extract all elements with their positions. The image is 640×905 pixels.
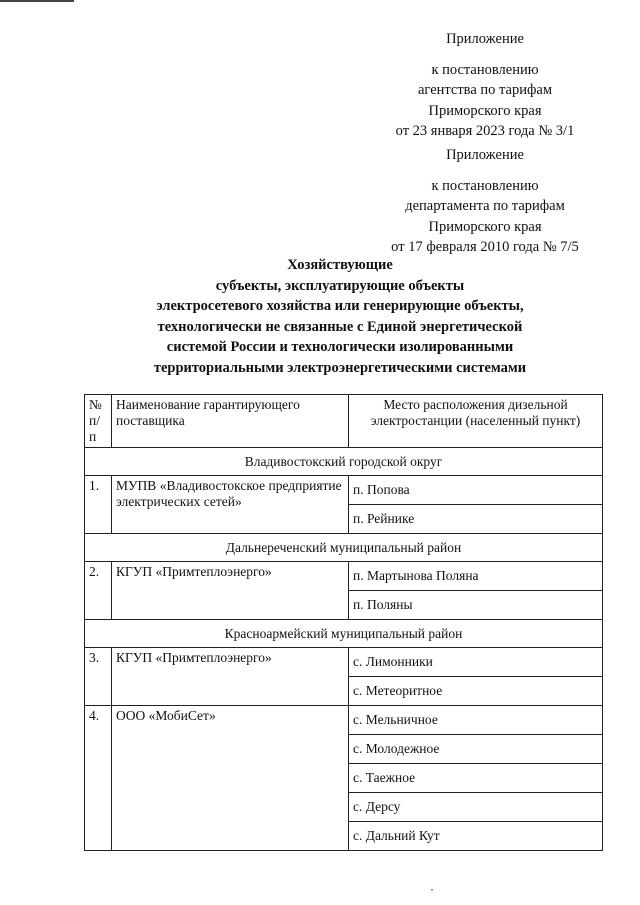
entry-num: 1. bbox=[85, 476, 112, 534]
place-cell: с. Дальний Кут bbox=[349, 822, 603, 851]
entry-num: 3. bbox=[85, 648, 112, 706]
document-title bbox=[100, 255, 580, 378]
place-cell: с. Мельничное bbox=[349, 706, 603, 735]
annex-line: к постановлению bbox=[431, 61, 539, 78]
title-line: электросетевого хозяйства или генерирующие объекты, bbox=[156, 298, 524, 314]
annex-line: департамента по тарифам bbox=[405, 198, 565, 214]
header-place: Место расположения дизельной электростанции (населенный пункт) bbox=[349, 395, 603, 448]
title-line: технологически не связанные с Единой энергетической bbox=[157, 318, 523, 335]
place-cell: п. Мартынова Поляна bbox=[349, 562, 603, 591]
supplier-name: КГУП «Примтеплоэнерго» bbox=[112, 648, 349, 706]
annex-line: агентства по тарифам bbox=[418, 82, 552, 98]
header-supplier: Наименование гарантирующего поставщика bbox=[112, 395, 349, 448]
annex-block-current bbox=[370, 29, 600, 142]
scan-edge-mark bbox=[0, 0, 74, 2]
supplier-name: КГУП «Примтеплоэнерго» bbox=[112, 562, 349, 620]
place-cell: с. Лимонники bbox=[349, 648, 603, 677]
table-row bbox=[85, 562, 603, 591]
supplier-name: ООО «МобиСет» bbox=[112, 706, 349, 851]
annex-heading: Приложение bbox=[446, 147, 524, 163]
place-cell: п. Рейнике bbox=[349, 505, 603, 534]
place-cell: с. Молодежное bbox=[349, 735, 603, 764]
table-header-row bbox=[85, 395, 603, 448]
title-line: Хозяйствующие bbox=[287, 257, 393, 273]
supplier-name: МУПВ «Владивостокское предприятие электрических сетей» bbox=[112, 476, 349, 534]
place-cell: с. Дерсу bbox=[349, 793, 603, 822]
district-row bbox=[85, 448, 603, 476]
table-row bbox=[85, 476, 603, 505]
district-row bbox=[85, 534, 603, 562]
title-line: территориальными электроэнергетическими системами bbox=[153, 359, 527, 376]
annex-line: Приморского края bbox=[428, 102, 542, 119]
annex-line: от 23 января 2023 года № 3/1 bbox=[395, 123, 575, 139]
annex-line: к постановлению bbox=[431, 177, 539, 194]
annex-line: от 17 февраля 2010 года № 7/5 bbox=[391, 239, 579, 255]
header-num: № п/п bbox=[85, 395, 112, 448]
annex-line: Приморского края bbox=[428, 218, 542, 235]
district-name: Дальнереченский муниципальный район bbox=[85, 534, 603, 562]
annex-block-original bbox=[370, 145, 600, 258]
table-row bbox=[85, 706, 603, 735]
entry-num: 4. bbox=[85, 706, 112, 851]
suppliers-table bbox=[84, 394, 603, 851]
annex-heading: Приложение bbox=[446, 31, 524, 47]
district-name: Красноармейский муниципальный район bbox=[85, 620, 603, 648]
place-cell: с. Таежное bbox=[349, 764, 603, 793]
entry-num: 2. bbox=[85, 562, 112, 620]
scan-speck bbox=[431, 889, 433, 891]
title-line: субъекты, эксплуатирующие объекты bbox=[215, 277, 465, 294]
place-cell: п. Попова bbox=[349, 476, 603, 505]
district-name: Владивостокский городской округ bbox=[85, 448, 603, 476]
district-row bbox=[85, 620, 603, 648]
place-cell: с. Метеоритное bbox=[349, 677, 603, 706]
place-cell: п. Поляны bbox=[349, 591, 603, 620]
table-row bbox=[85, 648, 603, 677]
title-line: системой России и технологически изолированными bbox=[166, 339, 514, 355]
